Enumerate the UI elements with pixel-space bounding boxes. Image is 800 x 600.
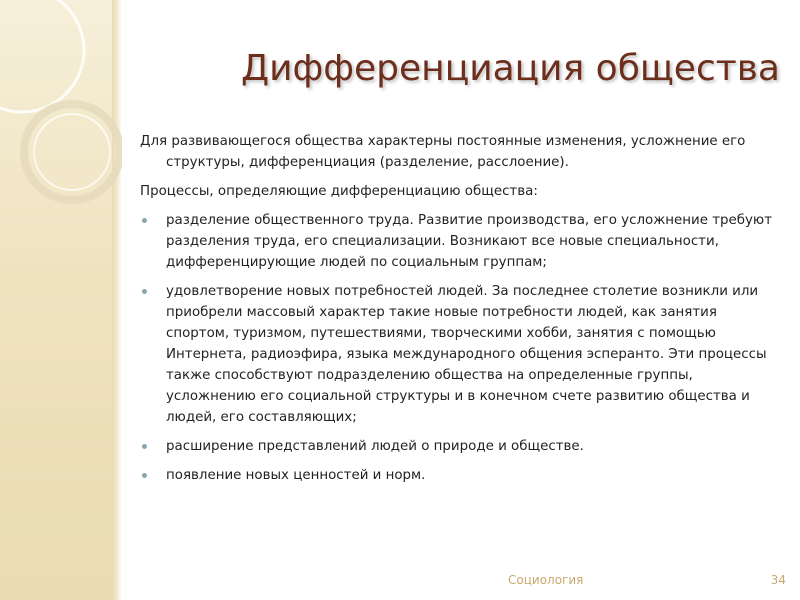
bullet-icon xyxy=(142,218,147,223)
bullet-list xyxy=(140,210,780,486)
bullet-icon xyxy=(142,444,147,449)
deco-circle-medium xyxy=(24,104,120,200)
list-item xyxy=(140,281,780,428)
decorative-circles xyxy=(0,0,122,260)
bullet-text: удовлетворение новых потребностей людей. За последнее столетие возникли или приобрели массовый характер такие новые потребности людей, как занятия спортом, туризмом, путешествиями, творческими хобби, занятия с помощью Интернета, радиоэфира, языка международного общения эсперанто. Эти процессы также способствуют подразделению общества на определенные группы, усложнению его социальной структуры и в конечном счете развитию общества и людей, его составляющих; xyxy=(166,284,767,425)
page-number: 34 xyxy=(770,573,786,587)
footer-subject: Социология xyxy=(508,573,584,587)
processes-heading: Процессы, определяющие дифференциацию общества: xyxy=(140,184,538,199)
intro-paragraph: Для развивающегося общества характерны постоянные изменения, усложнение его структуры, дифференциация (разделение, расслоение). xyxy=(140,134,746,170)
deco-circle-small xyxy=(34,114,110,190)
bullet-text: появление новых ценностей и норм. xyxy=(166,468,426,483)
page-title: Дифференциация общества xyxy=(240,48,780,89)
bullet-text: разделение общественного труда. Развитие производства, его усложнение требуют разделения труда, его специализации. Возникают все новые специальности, дифференцирующие людей по социальным группам; xyxy=(166,213,772,270)
bullet-icon xyxy=(142,289,147,294)
slide-content xyxy=(140,131,780,494)
list-item xyxy=(140,436,780,457)
list-item xyxy=(140,465,780,486)
bullet-text: расширение представлений людей о природе и обществе. xyxy=(166,439,584,454)
deco-circle-large xyxy=(0,0,84,112)
list-item xyxy=(140,210,780,273)
bullet-icon xyxy=(142,473,147,478)
